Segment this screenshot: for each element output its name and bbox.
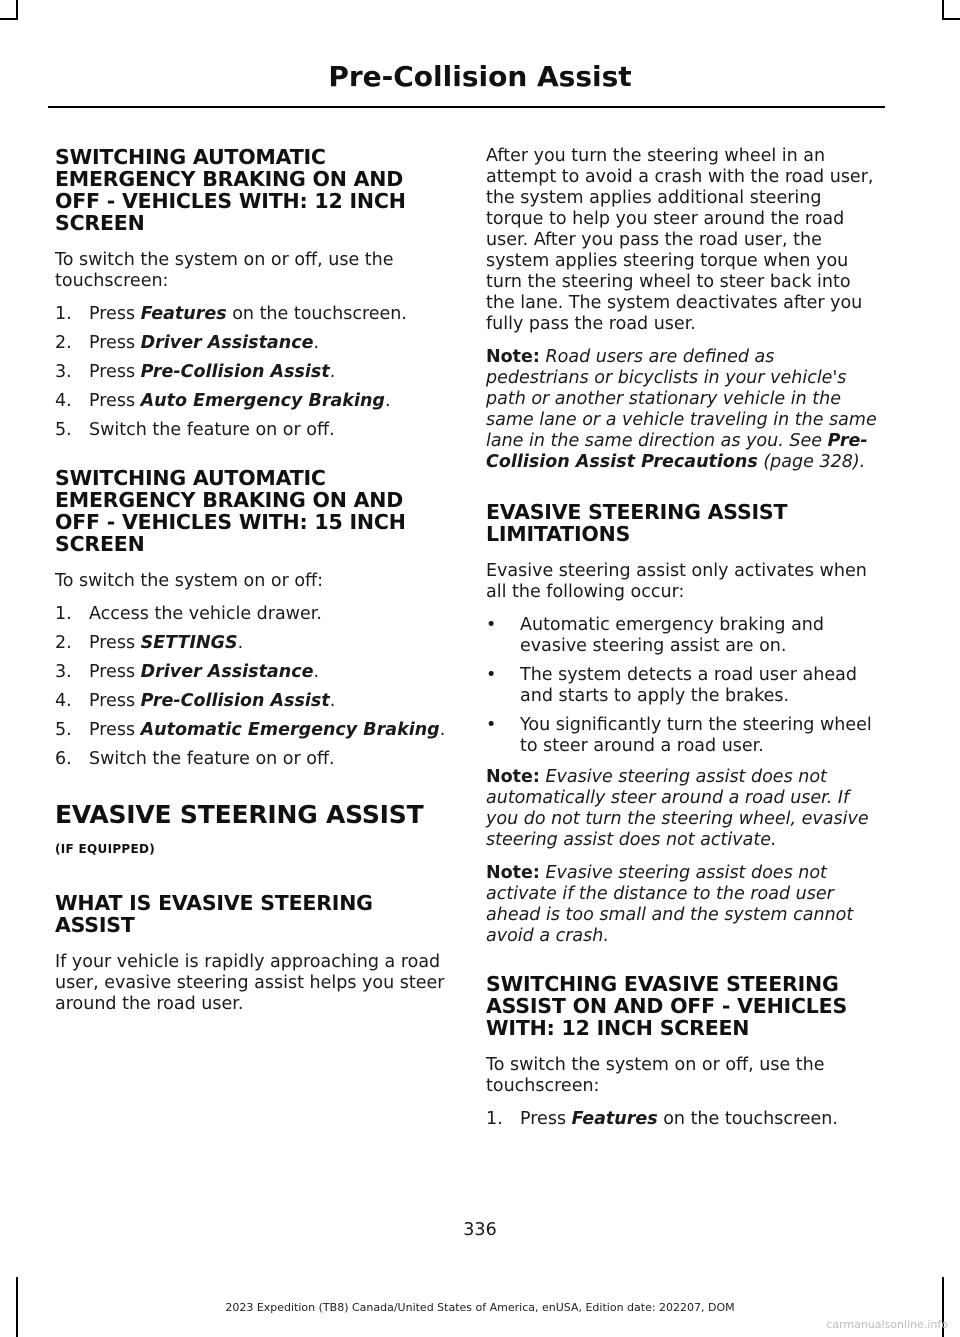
step-item: 2. Press SETTINGS.	[55, 633, 244, 653]
page-title: Pre-Collision Assist	[328, 60, 632, 93]
crop-mark	[942, 0, 944, 20]
step-item: 4. Press Auto Emergency Braking.	[55, 391, 391, 411]
cross-reference-link[interactable]: Pre-Collision Assist Precautions	[486, 431, 868, 472]
bullet-item: • Automatic emergency braking and evasive steering assist are on.	[486, 615, 824, 656]
left-column	[55, 146, 450, 1027]
step-item: 5. Switch the feature on or off.	[55, 420, 335, 440]
paragraph: To switch the system on or off, use the touchscreen:	[55, 250, 394, 291]
paragraph: To switch the system on or off, use the touchscreen:	[486, 1055, 825, 1096]
crop-mark	[16, 0, 18, 20]
footer-text: 2023 Expedition (TB8) Canada/United States of America, enUSA, Edition date: 202207, DOM	[225, 1301, 735, 1314]
paragraph: After you turn the steering wheel in an attempt to avoid a crash with the road user, the system applies additional steering torque to help you steer around the road user. After you pass the road user, the system applies steering torque when you turn the steering wheel to steer back into the lane. The system deactivates after you fully pass the road user.	[486, 146, 874, 334]
chapter-heading: EVASIVE STEERING ASSIST (IF EQUIPPED)	[55, 800, 424, 856]
note: Note: Evasive steering assist does not activate if the distance to the road user ahead is too small and the system cannot avoid a crash.	[486, 863, 854, 946]
step-item: 1. Access the vehicle drawer.	[55, 604, 322, 624]
step-item: 1. Press Features on the touchscreen.	[486, 1109, 838, 1129]
step-item: 4. Press Pre-Collision Assist.	[55, 691, 336, 711]
step-list	[55, 304, 450, 441]
crop-mark	[0, 18, 18, 20]
bullet-item: • You significantly turn the steering wheel to steer around a road user.	[486, 715, 872, 756]
section-heading: SWITCHING AUTOMATIC EMERGENCY BRAKING ON AND OFF - VEHICLES WITH: 15 INCH SCREEN	[55, 466, 406, 556]
bullet-item: • The system detects a road user ahead and starts to apply the brakes.	[486, 665, 857, 706]
step-item: 6. Switch the feature on or off.	[55, 749, 335, 769]
section-heading: SWITCHING AUTOMATIC EMERGENCY BRAKING ON AND OFF - VEHICLES WITH: 12 INCH SCREEN	[55, 145, 406, 235]
bullet-list	[486, 615, 881, 757]
note: Note: Evasive steering assist does not automatically steer around a road user. If you do not turn the steering wheel, evasive steering assist does not activate.	[486, 767, 869, 850]
note: Note: Road users are defined as pedestrians or bicyclists in your vehicle's path or another stationary vehicle in the same lane or a vehicle traveling in the same lane in the same direction as you. See Pre-Collision Assist Precautions (page 328).	[486, 347, 877, 472]
step-item: 3. Press Pre-Collision Assist.	[55, 362, 336, 382]
step-list	[55, 604, 450, 770]
step-item: 1. Press Features on the touchscreen.	[55, 304, 407, 324]
step-list	[486, 1109, 881, 1130]
paragraph: Evasive steering assist only activates when all the following occur:	[486, 561, 867, 602]
crop-mark	[942, 18, 960, 20]
right-column	[486, 146, 881, 1146]
header-divider	[48, 106, 885, 108]
paragraph: To switch the system on or off:	[55, 571, 324, 591]
page-number: 336	[463, 1220, 497, 1240]
watermark: carmanualsonline.info	[826, 1318, 948, 1331]
section-heading: EVASIVE STEERING ASSIST LIMITATIONS	[486, 500, 788, 546]
section-heading: WHAT IS EVASIVE STEERING ASSIST	[55, 891, 373, 937]
step-item: 2. Press Driver Assistance.	[55, 333, 320, 353]
paragraph: If your vehicle is rapidly approaching a road user, evasive steering assist helps you steer around the road user.	[55, 952, 445, 1014]
step-item: 3. Press Driver Assistance.	[55, 662, 320, 682]
step-item: 5. Press Automatic Emergency Braking.	[55, 720, 446, 740]
section-heading: SWITCHING EVASIVE STEERING ASSIST ON AND OFF - VEHICLES WITH: 12 INCH SCREEN	[486, 972, 848, 1040]
